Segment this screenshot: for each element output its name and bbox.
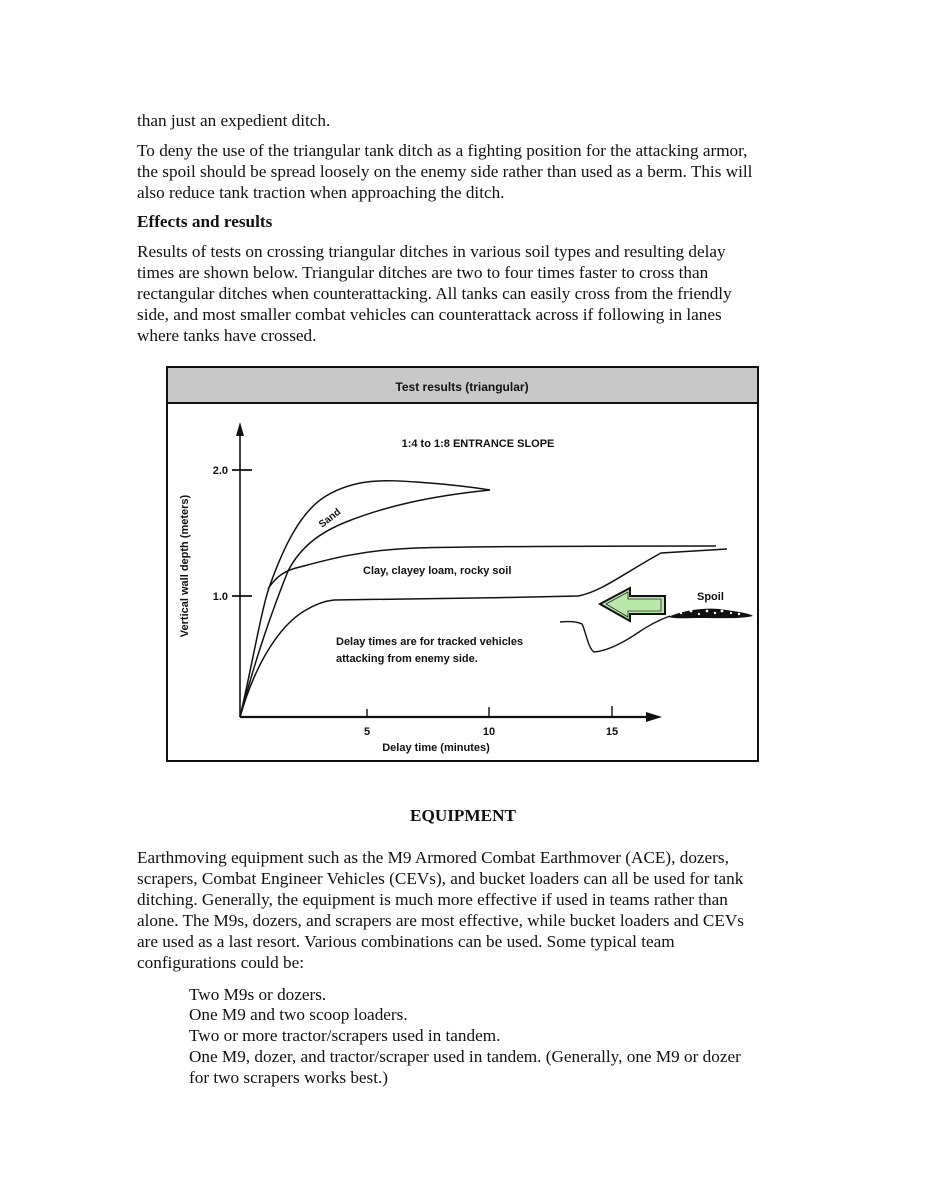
figure-title: Test results (triangular) — [395, 380, 529, 394]
paragraph-results-line: where tanks have crossed. — [137, 326, 317, 345]
test-results-figure — [166, 366, 759, 762]
ditch-profile-line — [560, 616, 670, 652]
x-axis-label: Delay time (minutes) — [382, 742, 490, 754]
x-axis-arrow-icon — [646, 712, 662, 722]
y-tick-label: 2.0 — [212, 465, 228, 477]
team-list-item: One M9, dozer, and tractor/scraper used in tandem. (Generally, one M9 or dozer — [189, 1047, 741, 1066]
x-tick-label: 5 — [363, 726, 371, 738]
paragraph-equipment-line: alone. The M9s, dozers, and scrapers are most effective, while bucket loaders and CEVs — [137, 911, 744, 930]
paragraph-results-line: side, and most smaller combat vehicles can counterattack across if following in lanes — [137, 305, 722, 324]
team-list-item-continuation: for two scrapers works best.) — [189, 1068, 389, 1087]
paragraph-equipment-line: scrapers, Combat Engineer Vehicles (CEVs), and bucket loaders can all be used for tank — [137, 869, 744, 888]
team-list-item: One M9 and two scoop loaders. — [189, 1005, 408, 1024]
paragraph-equipment-line: configurations could be: — [137, 953, 305, 972]
paragraph-equipment-line: are used as a last resort. Various combinations can be used. Some typical team — [137, 932, 675, 951]
y-axis-arrow-icon — [236, 422, 244, 436]
paragraph-equipment-line: Earthmoving equipment such as the M9 Armored Combat Earthmover (ACE), dozers, — [137, 848, 729, 867]
paragraph-results-line: rectangular ditches when counterattacking. All tanks can easily cross from the friendly — [137, 284, 732, 303]
heading-equipment: EQUIPMENT — [410, 806, 516, 825]
figure-frame — [167, 367, 758, 761]
paragraph-spoil-line: To deny the use of the triangular tank ditch as a fighting position for the attacking armor, — [137, 141, 748, 160]
chart-subtitle: 1:4 to 1:8 ENTRANCE SLOPE — [401, 438, 555, 450]
clay-label: Clay, clayey loam, rocky soil — [363, 565, 512, 577]
x-tick-label: 15 — [605, 726, 619, 738]
heading-effects-and-results: Effects and results — [137, 212, 273, 231]
paragraph-continuation: than just an expedient ditch. — [137, 111, 331, 130]
direction-arrow-icon — [600, 588, 665, 621]
sand-label: Sand — [317, 506, 344, 531]
x-tick-label: 10 — [482, 726, 496, 738]
test-results-chart — [166, 366, 759, 762]
paragraph-spoil-line: also reduce tank traction when approaching the ditch. — [137, 183, 505, 202]
paragraph-equipment-line: ditching. Generally, the equipment is much more effective if used in teams rather than — [137, 890, 728, 909]
team-list-item: Two or more tractor/scrapers used in tandem. — [189, 1026, 501, 1045]
spoil-label: Spoil — [697, 591, 724, 603]
delay-note-line-2: attacking from enemy side. — [336, 653, 478, 665]
y-axis-label: Vertical wall depth (meters) — [179, 494, 191, 638]
paragraph-results-line: times are shown below. Triangular ditches are two to four times faster to cross than — [137, 263, 709, 282]
sand-lower-curve — [240, 490, 490, 717]
delay-note-line-1: Delay times are for tracked vehicles — [336, 636, 524, 648]
team-list-item: Two M9s or dozers. — [189, 985, 327, 1004]
paragraph-spoil-line: the spoil should be spread loosely on the enemy side rather than used as a berm. This will — [137, 162, 753, 181]
paragraph-results-line: Results of tests on crossing triangular ditches in various soil types and resulting delay — [137, 242, 726, 261]
y-tick-label: 1.0 — [212, 591, 228, 603]
